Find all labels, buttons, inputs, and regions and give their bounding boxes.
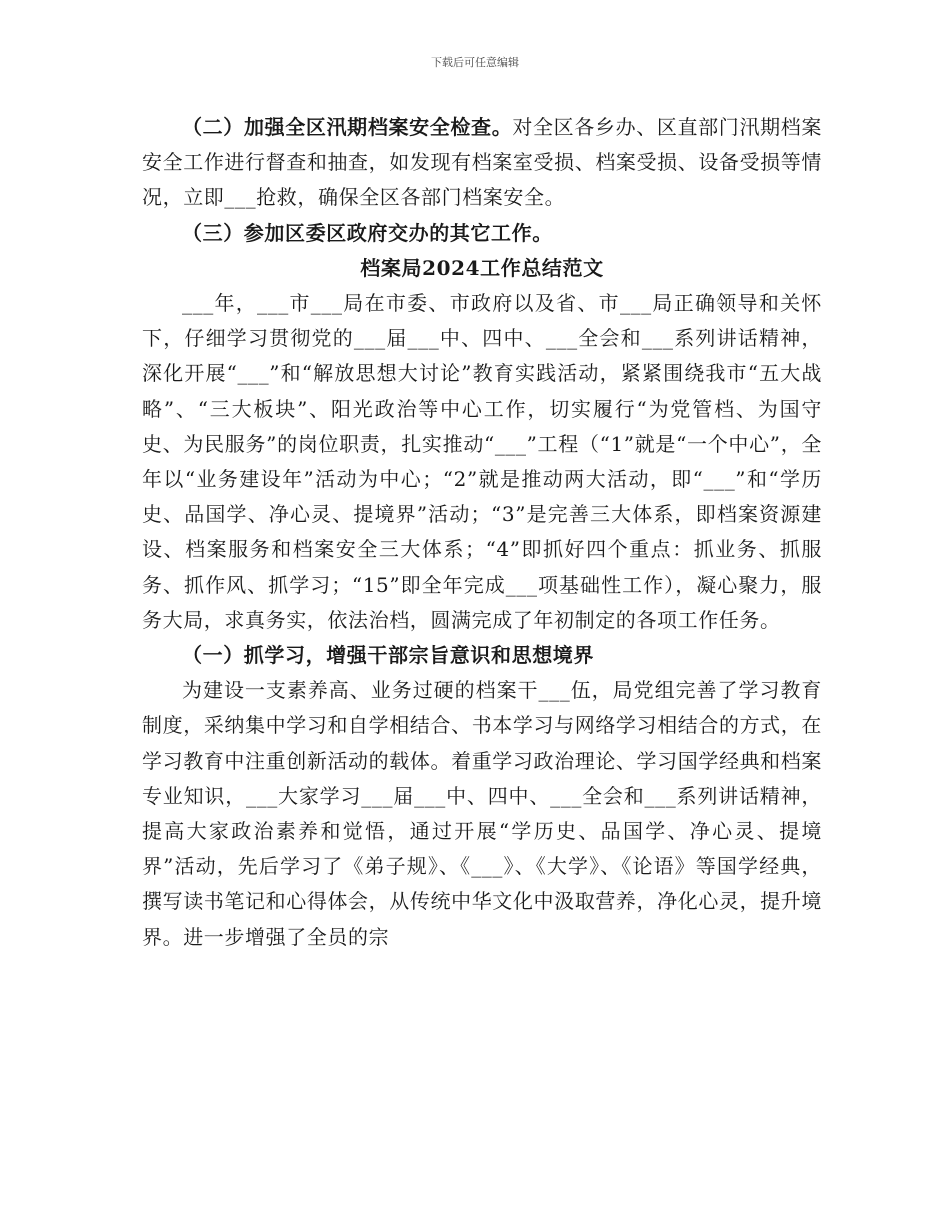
section-2-heading: （二）加强全区汛期档案安全检查。 [182, 115, 513, 139]
section-2-body: 对全区各乡办、区直部门汛期档案安全工作进行督查和抽查，如发现有档案室受损、档案受损、设备受损等情况，立即___抢救，确保全区各部门档案安全。 [142, 115, 822, 210]
section-3-heading: （三）参加区委区政府交办的其它工作。 [182, 220, 553, 245]
part-1-body: 为建设一支素养高、业务过硬的档案干___伍，局党组完善了学习教育制度，采纳集中学习和自学相结合、书本学习与网络学习相结合的方式，在学习教育中注重创新活动的载体。着重学习政治理论、学习国学经典和档案专业知识，___大家学习___届___中、四中、___全会和___系列讲话精神，提高大家政治素养和觉悟，通过开展“学历史、品国学、净心灵、提境界”活动，先后学习了《弟子规》、《___》、《大学》、《论语》等国学经典，撰写读书笔记和心得体会，从传统中华文化中汲取营养，净化心灵，提升境界。进一步增强了全员的宗 [142, 678, 822, 949]
section-3-paragraph [142, 216, 822, 251]
section-2-paragraph [142, 110, 822, 216]
document-body [142, 110, 822, 955]
header-note: 下载后可任意编辑 [431, 56, 519, 69]
intro-paragraph: ___年，___市___局在市委、市政府以及省、市___局正确领导和关怀下，仔细学习贯彻党的___届___中、四中、___全会和___系列讲话精神，深化开展“___”和“解放思想大讨论”教育实践活动，紧紧围绕我市“五大战略”、“三大板块”、阳光政治等中心工作，切实履行“为党管档、为国守史、为民服务”的岗位职责，扎实推动“___”工程（“1”就是“一个中心”，全年以“业务建设年”活动为中心；“2”就是推动两大活动，即“___”和“学历史、品国学、净心灵、提境界”活动；“3”是完善三大体系，即档案资源建设、档案服务和档案安全三大体系；“4”即抓好四个重点：抓业务、抓服务、抓作风、抓学习；“15”即全年完成___项基础性工作），凝心聚力，服务大局，求真务实，依法治档，圆满完成了年初制定的各项工作任务。 [142, 291, 822, 632]
part-1-heading: （一）抓学习，增强干部宗旨意识和思想境界 [182, 643, 594, 668]
document-title: 档案局2024工作总结范文 [360, 255, 604, 280]
